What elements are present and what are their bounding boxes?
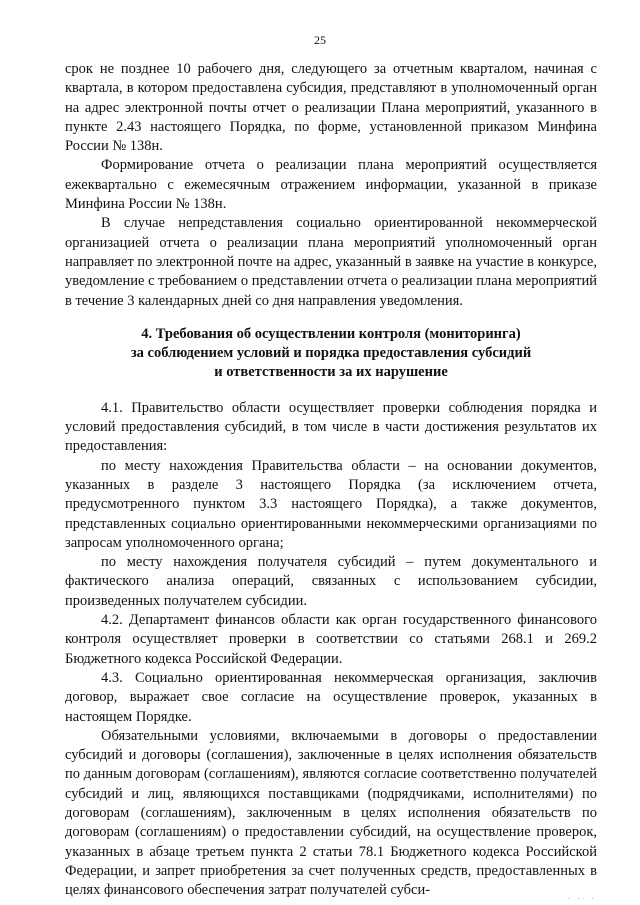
paragraph: 4.3. Социально ориентированная некоммерческая организация, заключив договор, выражает свое согласие на осуществление проверок, указанных в настоящем Порядке. <box>65 669 597 725</box>
paragraph: В случае непредставления социально ориентированной некоммерческой организацией отчета о реализации плана мероприятий уполномоченный орган направляет по электронной почте на адрес, указанный в заявке на участие в конкурсе, уведомление с требованием о представлении отчета о реализации плана мероприятий в течение 3 календарных дней со дня направления уведомления. <box>65 215 597 309</box>
paragraph: 4.2. Департамент финансов области как орган государственного финансового контроля осуществляет проверки в соответствии со статьями 268.1 и 269.2 Бюджетного кодекса Российской Федерации. <box>65 612 597 667</box>
paragraph: 4.1. Правительство области осуществляет проверки соблюдения порядка и условий предоставления субсидий, в том числе в части достижения результатов их предоставления: <box>65 399 597 455</box>
paragraph: Обязательными условиями, включаемыми в договоры о предоставлении субсидий и договоры (соглашения), заключенные в целях исполнения обязательств по данным договорам (соглашениям), являются согласие соответственно получателей субсидий и лиц, являющихся поставщиками (подрядчиками, исполнителями) по договорам (соглашениям), заключенным в целях исполнения обязательств по договорам (соглашениям) о предоставлении субсидий, на осуществление проверок, указанных в абзаце третьем пункта 2 статьи 78.1 Бюджетного кодекса Российской Федерации, и запрет приобретения за счет полученных средств, предоставленных в целях финансового обеспечения затрат получателей субси- <box>65 727 597 899</box>
scan-mark: . .. . <box>568 893 597 901</box>
paragraph: Формирование отчета о реализации плана мероприятий осуществляется ежеквартально с ежемесячным отражением информации, указанной в приказе Минфина России № 138н. <box>65 157 597 213</box>
paragraph: срок не позднее 10 рабочего дня, следующего за отчетным кварталом, начиная с квартала, в котором предоставлена субсидия, представляют в уполномоченный орган на адрес электронной почты отчет о реализации Плана мероприятий, указанного в пункте 2.43 настоящего Порядка, по форме, установленной приказом Минфина России № 138н. <box>65 61 597 155</box>
heading-line: 4. Требования об осуществлении контроля (мониторинга) <box>141 325 521 342</box>
paragraph: по месту нахождения Правительства области – на основании документов, указанных в разделе 3 настоящего Порядка (за исключением отчета, предусмотренного пунктом 3.3 настоящего Порядка), а также документов, представленных социально ориентированными некоммерческими организациями по запросам уполномоченного органа; <box>65 457 597 551</box>
heading-line: за соблюдением условий и порядка предоставления субсидий <box>130 345 532 362</box>
heading-line: и ответственности за их нарушение <box>214 364 448 381</box>
page-number: 25 <box>314 33 326 47</box>
section-heading <box>65 325 597 383</box>
document-body <box>65 60 597 900</box>
paragraph: по месту нахождения получателя субсидий – путем документального и фактического анализа операций, связанных с использованием субсидии, произведенных получателем субсидии. <box>65 554 597 609</box>
